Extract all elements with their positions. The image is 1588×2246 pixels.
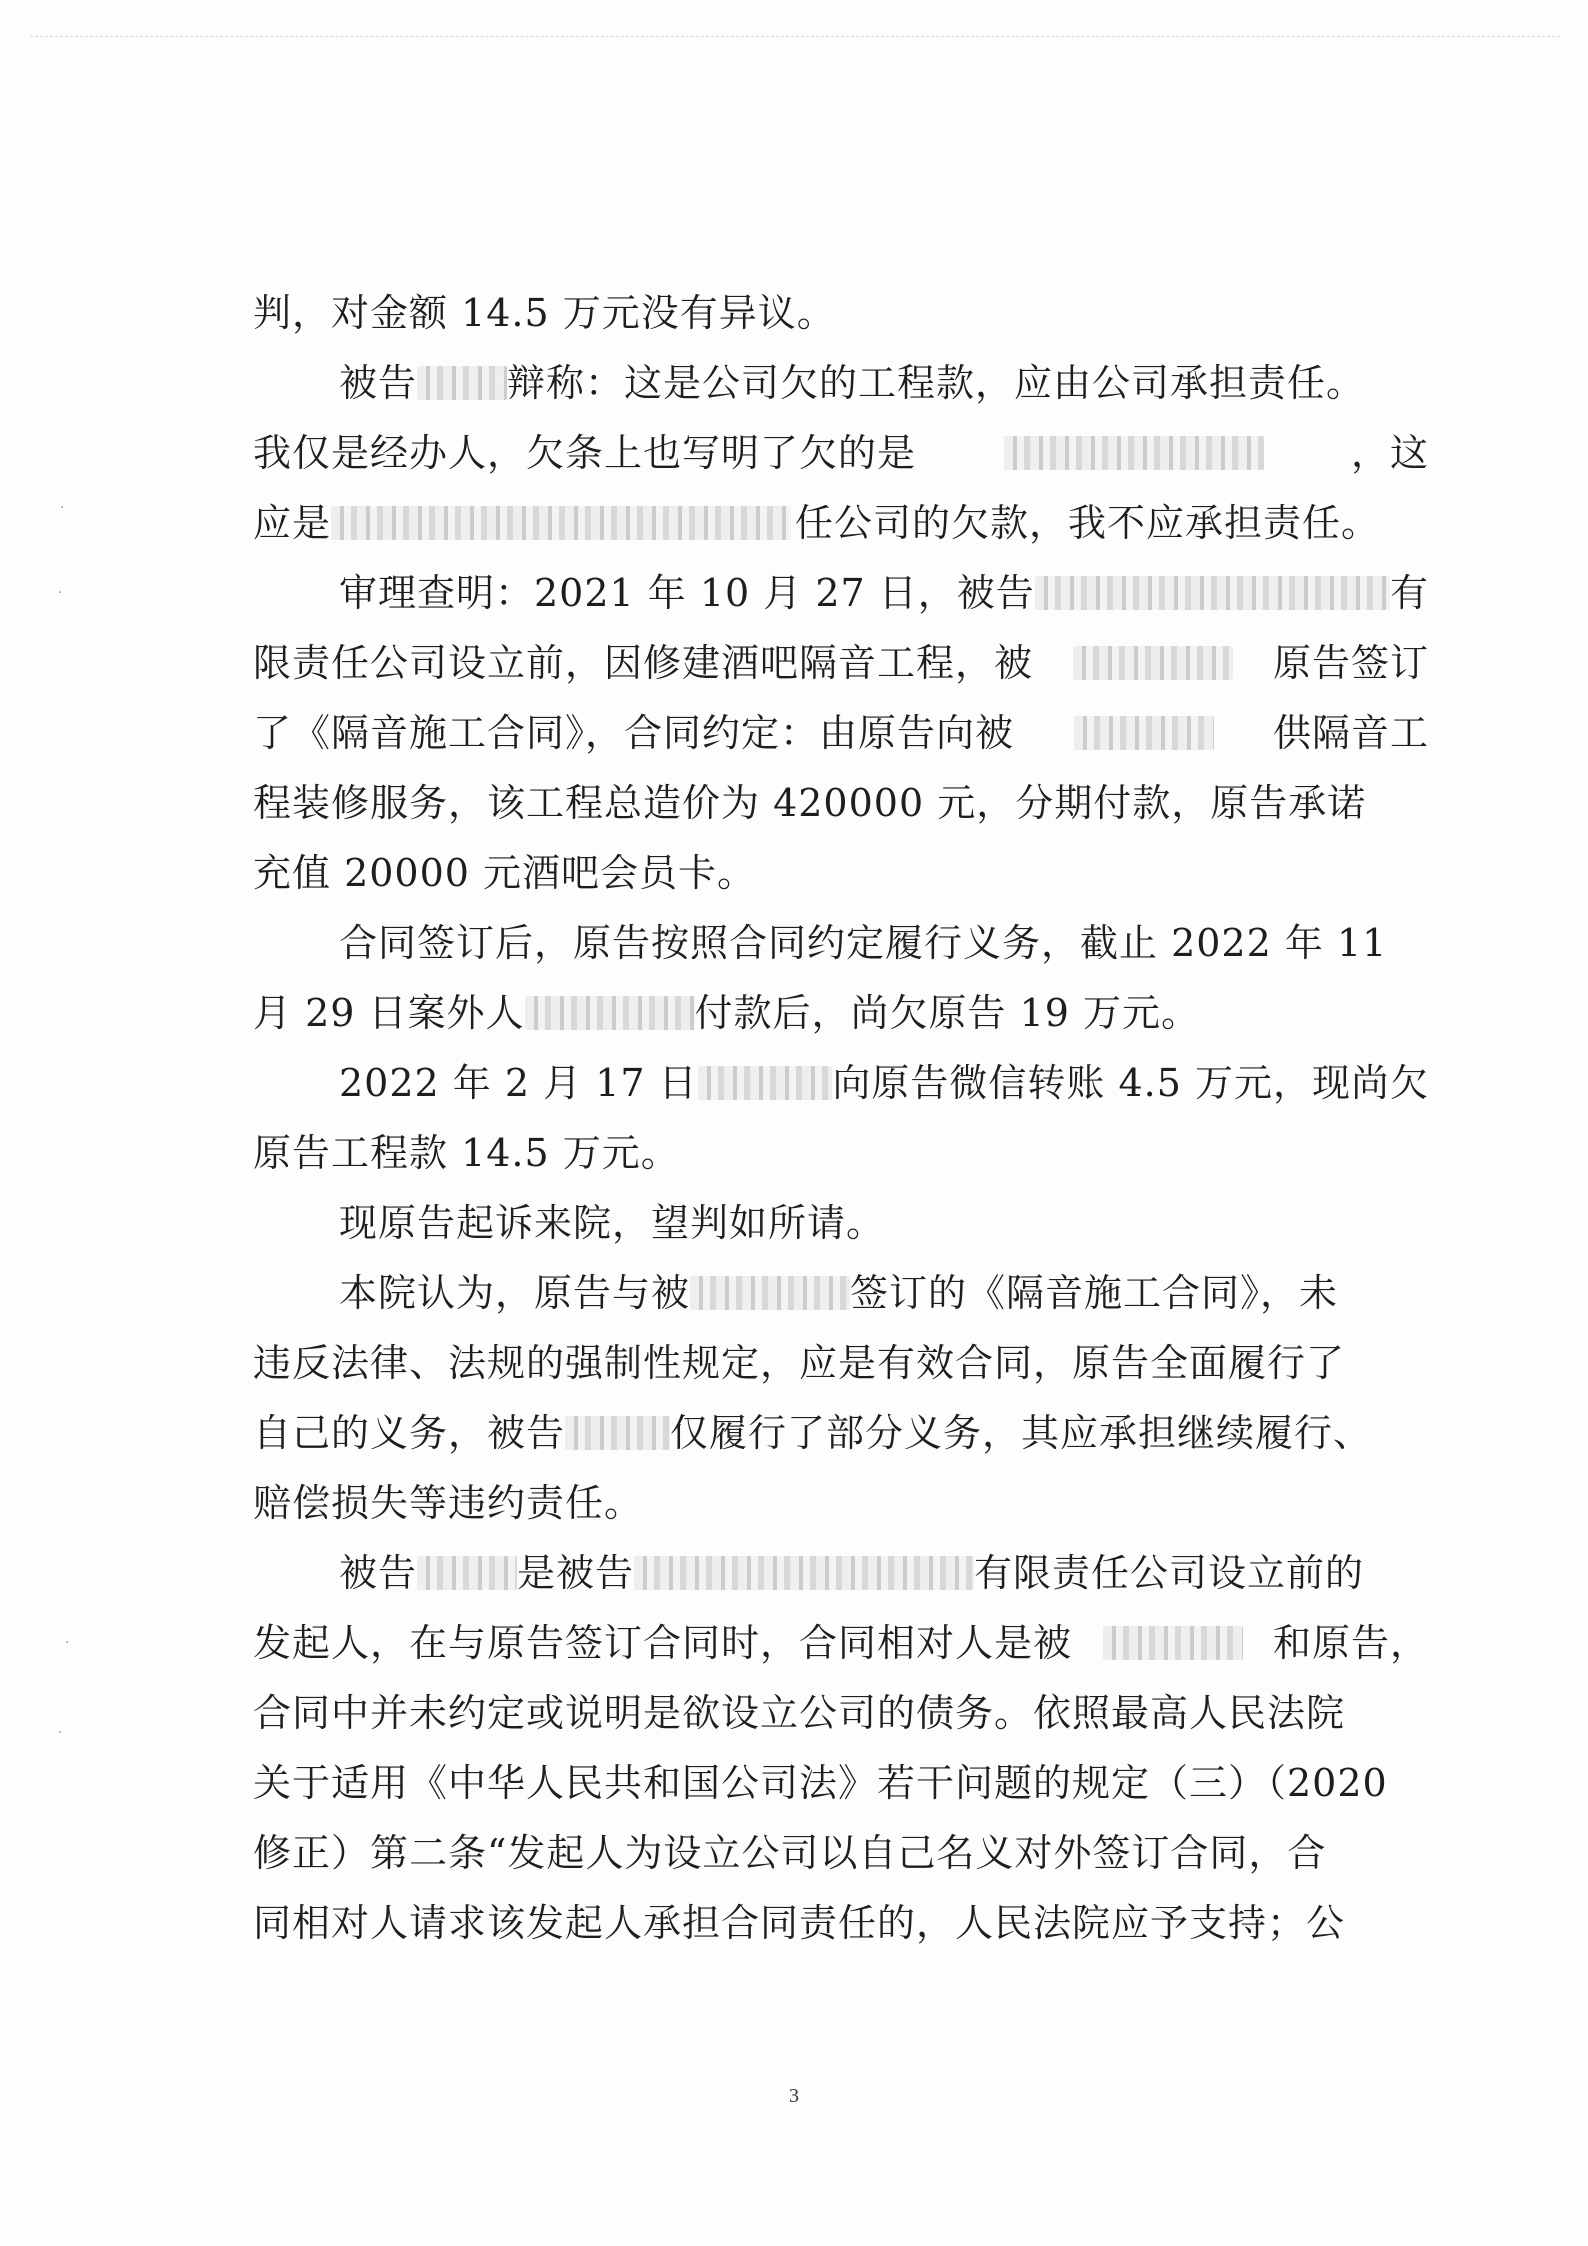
text-segment: 被告: [339, 1551, 418, 1595]
text-segment: 违反法律、法规的强制性规定，应是有效合同，原告全面履行了: [253, 1341, 1346, 1385]
text-segment: 限责任公司设立前，因修建酒吧隔音工程，被: [253, 641, 1034, 685]
redacted-name: [417, 1556, 517, 1590]
text-segment: 2022 年 2 月 17 日: [339, 1061, 698, 1105]
text-segment: 我仅是经办人，欠条上也写明了欠的是: [253, 431, 917, 475]
text-line: [253, 838, 1429, 908]
text-segment: 关于适用《中华人民共和国公司法》若干问题的规定（三）（2020: [253, 1761, 1388, 1805]
redacted-name: [525, 996, 695, 1030]
text-segment: 被告: [339, 361, 418, 405]
redacted-company: [1035, 576, 1390, 610]
text-line: [253, 1048, 1429, 1118]
text-line: [253, 1188, 1429, 1258]
text-segment: 充值 20000 元酒吧会员卡。: [253, 851, 757, 895]
text-segment: 有: [1389, 571, 1429, 615]
redacted-name: [1074, 716, 1214, 750]
scan-speck: ·: [58, 1725, 63, 1741]
text-segment: 辩称：这是公司欠的工程款，应由公司承担责任。: [507, 361, 1366, 405]
text-segment: 有限责任公司设立前的: [974, 1551, 1365, 1595]
text-line: [253, 628, 1429, 698]
redacted-name: [1103, 1626, 1243, 1660]
text-line: [253, 978, 1429, 1048]
scan-speck: ·: [65, 1635, 70, 1651]
text-segment: 赔偿损失等违约责任。: [253, 1481, 644, 1525]
text-segment: 是被告: [517, 1551, 635, 1595]
redacted-name: [417, 366, 507, 400]
scan-speck: ·: [60, 500, 65, 516]
text-segment: 仅履行了部分义务，其应承担继续履行、: [670, 1411, 1373, 1455]
text-line: [253, 1468, 1429, 1538]
text-line: [253, 418, 1429, 488]
text-line: [253, 1398, 1429, 1468]
text-segment: 同相对人请求该发起人承担合同责任的，人民法院应予支持；公: [253, 1901, 1346, 1945]
text-line: [253, 348, 1429, 418]
redacted-company: [331, 506, 791, 540]
text-line: [253, 558, 1429, 628]
page-number: 3: [789, 2085, 799, 2107]
text-segment: 付款后，尚欠原告 19 万元。: [694, 991, 1201, 1035]
text-segment: 判，对金额 14.5 万元没有异议。: [253, 291, 836, 335]
text-segment: 签订的《隔音施工合同》，未: [850, 1271, 1339, 1315]
text-segment: 向原告微信转账 4.5 万元，现尚欠: [832, 1061, 1429, 1105]
text-line: [253, 1258, 1429, 1328]
scan-speck: ·: [58, 585, 63, 601]
text-line: [253, 278, 1429, 348]
redacted-name: [698, 1066, 833, 1100]
text-segment: 原告签订: [1272, 641, 1429, 685]
text-line: [253, 1678, 1429, 1748]
text-line: [253, 908, 1429, 978]
top-dashed-rule: [30, 36, 1560, 37]
text-line: [253, 488, 1429, 558]
text-line: [253, 1608, 1429, 1678]
text-line: [253, 698, 1429, 768]
text-segment: 合同中并未约定或说明是欲设立公司的债务。依照最高人民法院: [253, 1691, 1346, 1735]
text-line: [253, 1538, 1429, 1608]
redacted-name: [1073, 646, 1233, 680]
text-line: [253, 1118, 1429, 1188]
text-segment: 和原告，: [1272, 1621, 1429, 1665]
redacted-company: [1004, 436, 1264, 470]
text-segment: 本院认为，原告与被: [339, 1271, 691, 1315]
text-line: [253, 1888, 1429, 1958]
text-segment: 月 29 日案外人: [253, 991, 525, 1035]
redacted-name: [565, 1416, 670, 1450]
judgment-body: [253, 278, 1429, 1958]
text-segment: 审理查明：2021 年 10 月 27 日，被告: [339, 571, 1035, 615]
text-segment: 任公司的欠款，我不应承担责任。: [795, 501, 1381, 545]
text-segment: 应是: [253, 501, 332, 545]
text-segment: 合同签订后，原告按照合同约定履行义务，截止 2022 年 11: [339, 921, 1388, 965]
text-segment: 自己的义务，被告: [253, 1411, 566, 1455]
text-line: [253, 768, 1429, 838]
text-line: [253, 1818, 1429, 1888]
text-line: [253, 1748, 1429, 1818]
text-segment: 现原告起诉来院，望判如所请。: [339, 1201, 886, 1245]
text-segment: 发起人，在与原告签订合同时，合同相对人是被: [253, 1621, 1073, 1665]
redacted-name: [690, 1276, 850, 1310]
text-segment: ，这: [1350, 431, 1429, 475]
text-segment: 了《隔音施工合同》，合同约定：由原告向被: [253, 711, 1015, 755]
text-line: [253, 1328, 1429, 1398]
text-segment: 程装修服务，该工程总造价为 420000 元，分期付款，原告承诺: [253, 781, 1367, 825]
text-segment: 供隔音工: [1272, 711, 1429, 755]
redacted-company: [634, 1556, 974, 1590]
text-segment: 原告工程款 14.5 万元。: [253, 1131, 680, 1175]
text-segment: 修正）第二条“发起人为设立公司以自己名义对外签订合同，合: [253, 1831, 1327, 1875]
